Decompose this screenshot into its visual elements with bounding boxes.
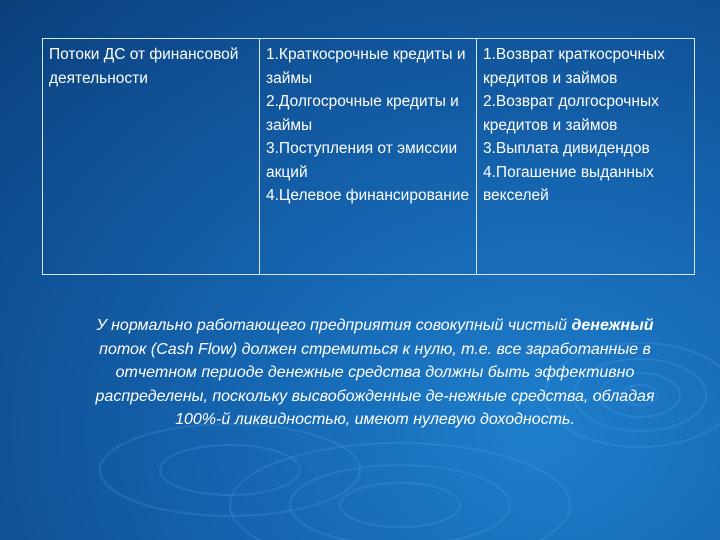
table-row [43,39,695,275]
outflow-item: 4.Погашение выданных векселей [483,163,654,204]
table-cell-category [43,39,260,275]
explanatory-note [95,314,655,432]
note-text-start: У нормально работающего предприятия совокупный чистый [96,317,572,334]
table-cell-outflows [477,39,695,275]
inflow-item: 4.Целевое финансирование [266,187,470,204]
note-text-end: поток (Cash Flow) должен стремиться к нулю, т.е. все заработанные в отчетном периоде денежные средства должны быть эффективно распределены, поскольку высвобожденные де-нежные средства, обладая 100%-й ликвидностью, имеют нулевую доходность. [95,340,655,428]
note-bold-term: денежный [571,317,654,334]
outflow-item: 2.Возврат долгосрочных кредитов и займов [483,93,659,134]
outflow-item: 3.Выплата дивидендов [483,140,650,157]
category-heading: Потоки ДС от финансовой деятельности [49,46,239,87]
inflow-item: 2.Долгосрочные кредиты и займы [266,93,459,134]
table-cell-inflows [260,39,477,275]
inflow-item: 3.Поступления от эмиссии акций [266,140,458,181]
inflow-item: 1.Краткосрочные кредиты и займы [266,46,466,87]
outflow-item: 1.Возврат краткосрочных кредитов и займов [483,46,665,87]
cash-flow-table [42,38,695,275]
